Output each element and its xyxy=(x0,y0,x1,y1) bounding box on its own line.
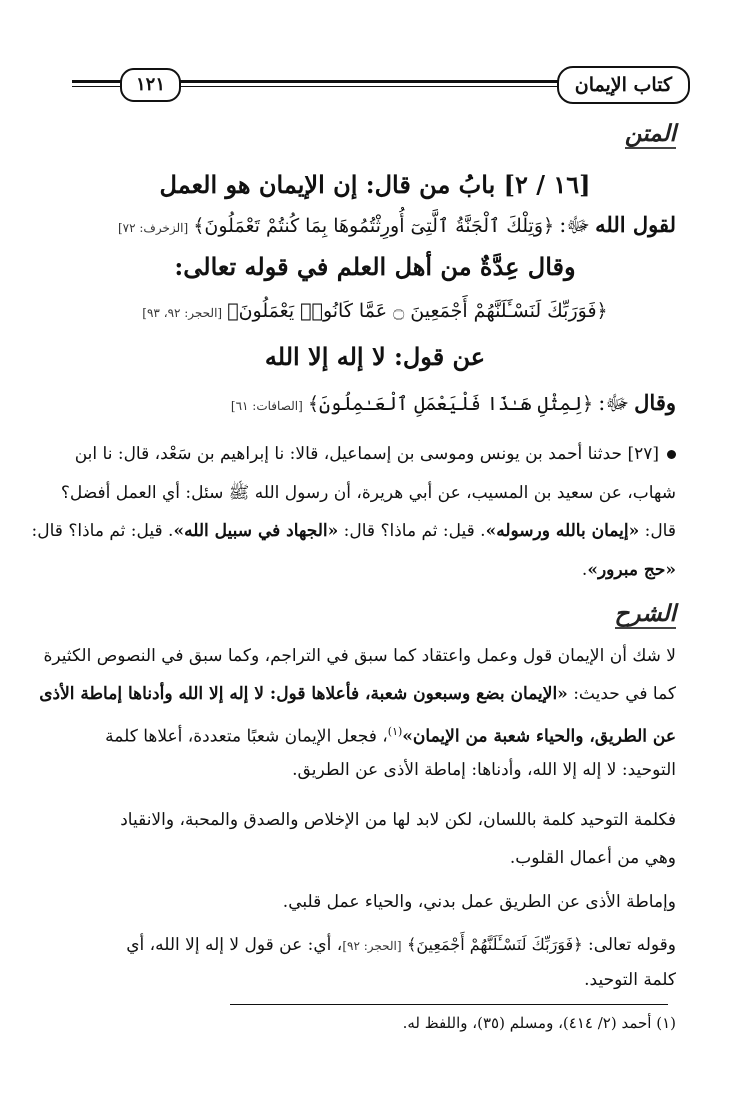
hadith-text: قال: xyxy=(639,521,676,541)
sharh-p1-line-1: لا شك أن الإيمان قول وعمل واعتقاد كما سبق في التراجم، وكما سبق في النصوص الكثيرة xyxy=(43,646,676,666)
sharh-underline xyxy=(615,627,676,629)
sharh-p1-line-3 xyxy=(74,722,676,747)
matn-line-3: وقال عِدَّةٌ من أهل العلم في قوله تعالى: xyxy=(174,252,576,281)
sharh-p4-line-2: كلمة التوحيد. xyxy=(584,970,676,990)
hadith-line-3 xyxy=(31,521,676,541)
sharh-heading xyxy=(615,600,676,627)
quran-verse: ﴿فَوَرَبِّكَ لَنَسْـَٔلَنَّهُمْ أَجْمَعِينَ ۝ عَمَّا كَانُوا۟ يَعْمَلُونَ﴾ xyxy=(227,300,608,322)
chapter-title: [١٦ / ٢] بابُ من قال: إن الإيمان هو العمل xyxy=(159,170,591,199)
matn-line-6-lead: وقال xyxy=(634,390,676,415)
matn-line-2 xyxy=(74,212,676,243)
matn-line-4 xyxy=(74,300,676,322)
honorific: ﷻ: xyxy=(598,391,630,415)
sharh-p4-line-1 xyxy=(74,935,676,956)
hadith-line-1 xyxy=(74,444,676,464)
matn-underline xyxy=(625,147,676,149)
hadith-quote: «الجهاد في سبيل الله» xyxy=(173,521,339,541)
hadith-quote: «الإيمان بضع وسبعون شعبة، فأعلاها قول: لا إله إلا الله وأدناها إماطة الأذى xyxy=(39,684,568,704)
matn-label: المتن xyxy=(624,120,676,147)
sharh-text: كما في حديث: xyxy=(567,684,676,704)
matn-line-2-lead: لقول الله xyxy=(595,212,676,237)
sharh-p3-line-1: وإماطة الأذى عن الطريق عمل بدني، والحياء عمل قلبي. xyxy=(282,892,676,912)
hadith-line-2: شهاب، عن سعيد بن المسيب، عن أبي هريرة، أن رسول الله ﷺ سئل: أي العمل أفضل؟ xyxy=(60,483,676,503)
sharh-p1-line-2 xyxy=(39,684,676,704)
quran-verse: ﴿لِمِثْلِ هَـٰذَا فَلْيَعْمَلِ ٱلْعَـٰمِلُونَ﴾ xyxy=(307,393,594,415)
hadith-line-4 xyxy=(74,560,676,580)
hadith-text: . قيل: ثم ماذا؟ قال: xyxy=(338,521,486,541)
bullet-icon xyxy=(667,450,676,459)
quran-verse: ﴿فَوَرَبِّكَ لَنَسْـَٔلَنَّهُمْ أَجْمَعِينَ﴾ xyxy=(406,935,583,954)
hadith-text: [٢٧] حدثنا أحمد بن يونس وموسى بن إسماعيل، قالا: نا إبراهيم بن سَعْد، قال: نا ابن xyxy=(74,444,659,464)
honorific: ﷻ: xyxy=(559,213,591,237)
sharh-text: وقوله تعالى: xyxy=(582,935,676,955)
page-number: ١٢١ xyxy=(120,68,181,102)
book-title: كتاب الإيمان xyxy=(557,66,690,104)
page-header xyxy=(72,66,684,106)
matn-line-5: عن قول: لا إله إلا الله xyxy=(264,342,486,371)
matn-line-6 xyxy=(74,390,676,421)
sharh-p2-line-2: وهي من أعمال القلوب. xyxy=(509,848,676,868)
matn-heading xyxy=(625,120,676,147)
verse-reference: [الزخرف: ٧٢] xyxy=(117,221,189,235)
sharh-text: ، فجعل الإيمان شعبًا متعددة، أعلاها كلمة xyxy=(105,726,388,747)
hadith-text: . xyxy=(581,560,588,580)
footnote-divider xyxy=(230,1004,668,1005)
hadith-quote: عن الطريق، والحياء شعبة من الإيمان» xyxy=(402,726,676,747)
verse-reference: [الحجر: ٩٢، ٩٣] xyxy=(142,306,223,320)
hadith-quote: «إيمان بالله ورسوله» xyxy=(485,521,640,541)
quran-verse: ﴿وَتِلْكَ ٱلْجَنَّةُ ٱلَّتِىٓ أُورِثْتُمُوهَا بِمَا كُنتُمْ تَعْمَلُونَ﴾ xyxy=(193,215,555,237)
sharh-text: ، أي: عن قول لا إله إلا الله، أي xyxy=(126,935,343,955)
verse-reference: [الصافات: ٦١] xyxy=(230,399,303,413)
hadith-text: . قيل: ثم ماذا؟ قال: xyxy=(31,521,174,541)
footnote: (١) أحمد (٢/ ٤١٤)، ومسلم (٣٥)، واللفظ له. xyxy=(402,1014,676,1032)
hadith-quote: «حج مبرور» xyxy=(587,560,676,580)
sharh-p2-line-1: فكلمة التوحيد كلمة باللسان، لكن لابد لها من الإخلاص والصدق والمحبة، والانقياد xyxy=(120,810,676,830)
footnote-marker[interactable]: (١) xyxy=(387,725,403,738)
verse-reference: [الحجر: ٩٢] xyxy=(342,939,402,953)
sharh-p1-line-4: التوحيد: لا إله إلا الله، وأدناها: إماطة الأذى عن الطريق. xyxy=(292,760,676,780)
sharh-label: الشرح xyxy=(614,600,676,627)
